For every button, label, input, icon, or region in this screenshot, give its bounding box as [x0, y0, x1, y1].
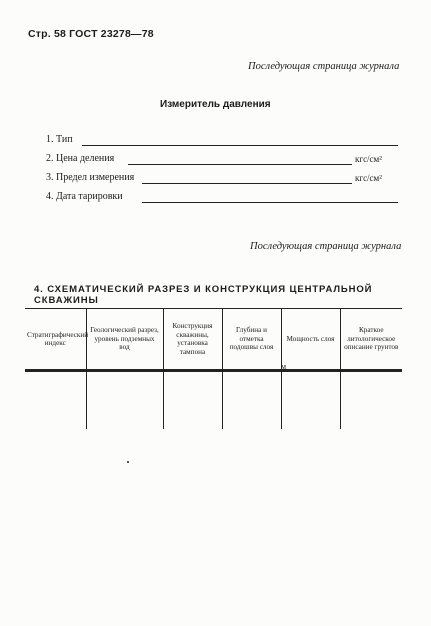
field-unit-division: кгс/см² — [355, 154, 382, 164]
table-cell — [163, 372, 222, 430]
field-line-limit — [142, 183, 352, 184]
page-header: Стр. 58 ГОСТ 23278—78 — [28, 28, 154, 40]
borehole-table — [25, 308, 402, 429]
table-cell — [340, 372, 402, 430]
next-page-note-top: Последующая страница журнала — [248, 61, 400, 72]
field-unit-limit: кгс/см² — [355, 173, 382, 183]
field-label-division: 2. Цена деления — [46, 153, 115, 164]
section-title: 4. СХЕМАТИЧЕСКИЙ РАЗРЕЗ И КОНСТРУКЦИЯ ЦЕНТРАЛЬНОЙ СКВАЖИНЫ — [34, 284, 373, 306]
field-label-calibration-date: 4. Дата тарировки — [46, 191, 123, 202]
table-cell — [25, 372, 86, 430]
col-header-lithology: Краткое литологическое описание грунтов — [340, 309, 402, 371]
field-line-type — [82, 145, 398, 146]
field-label-type: 1. Тип — [46, 134, 73, 145]
table-cell — [222, 372, 281, 430]
col-header-thickness: Мощность слоя — [281, 309, 340, 371]
col-header-depth: Глубина и отметка подошвы слоя — [222, 309, 281, 371]
speck-mark — [127, 461, 129, 463]
field-line-calibration-date — [142, 202, 398, 203]
col-header-construction: Конструкция скважины, установка тампона — [163, 309, 222, 371]
col-header-strat-index: Стратиграфический индекс — [25, 309, 86, 371]
table-row — [25, 372, 402, 430]
subsection-title: Измеритель давления — [160, 99, 271, 110]
table-cell — [86, 372, 163, 430]
field-line-division — [128, 164, 352, 165]
col-header-geo-section: Геологический разрез, уровень подземных вод — [86, 309, 163, 371]
unit-marker-meters: м — [281, 362, 287, 371]
next-page-note-bottom: Последующая страница журнала — [250, 241, 402, 252]
field-label-limit: 3. Предел измерения — [46, 172, 135, 183]
table-cell — [281, 372, 340, 430]
